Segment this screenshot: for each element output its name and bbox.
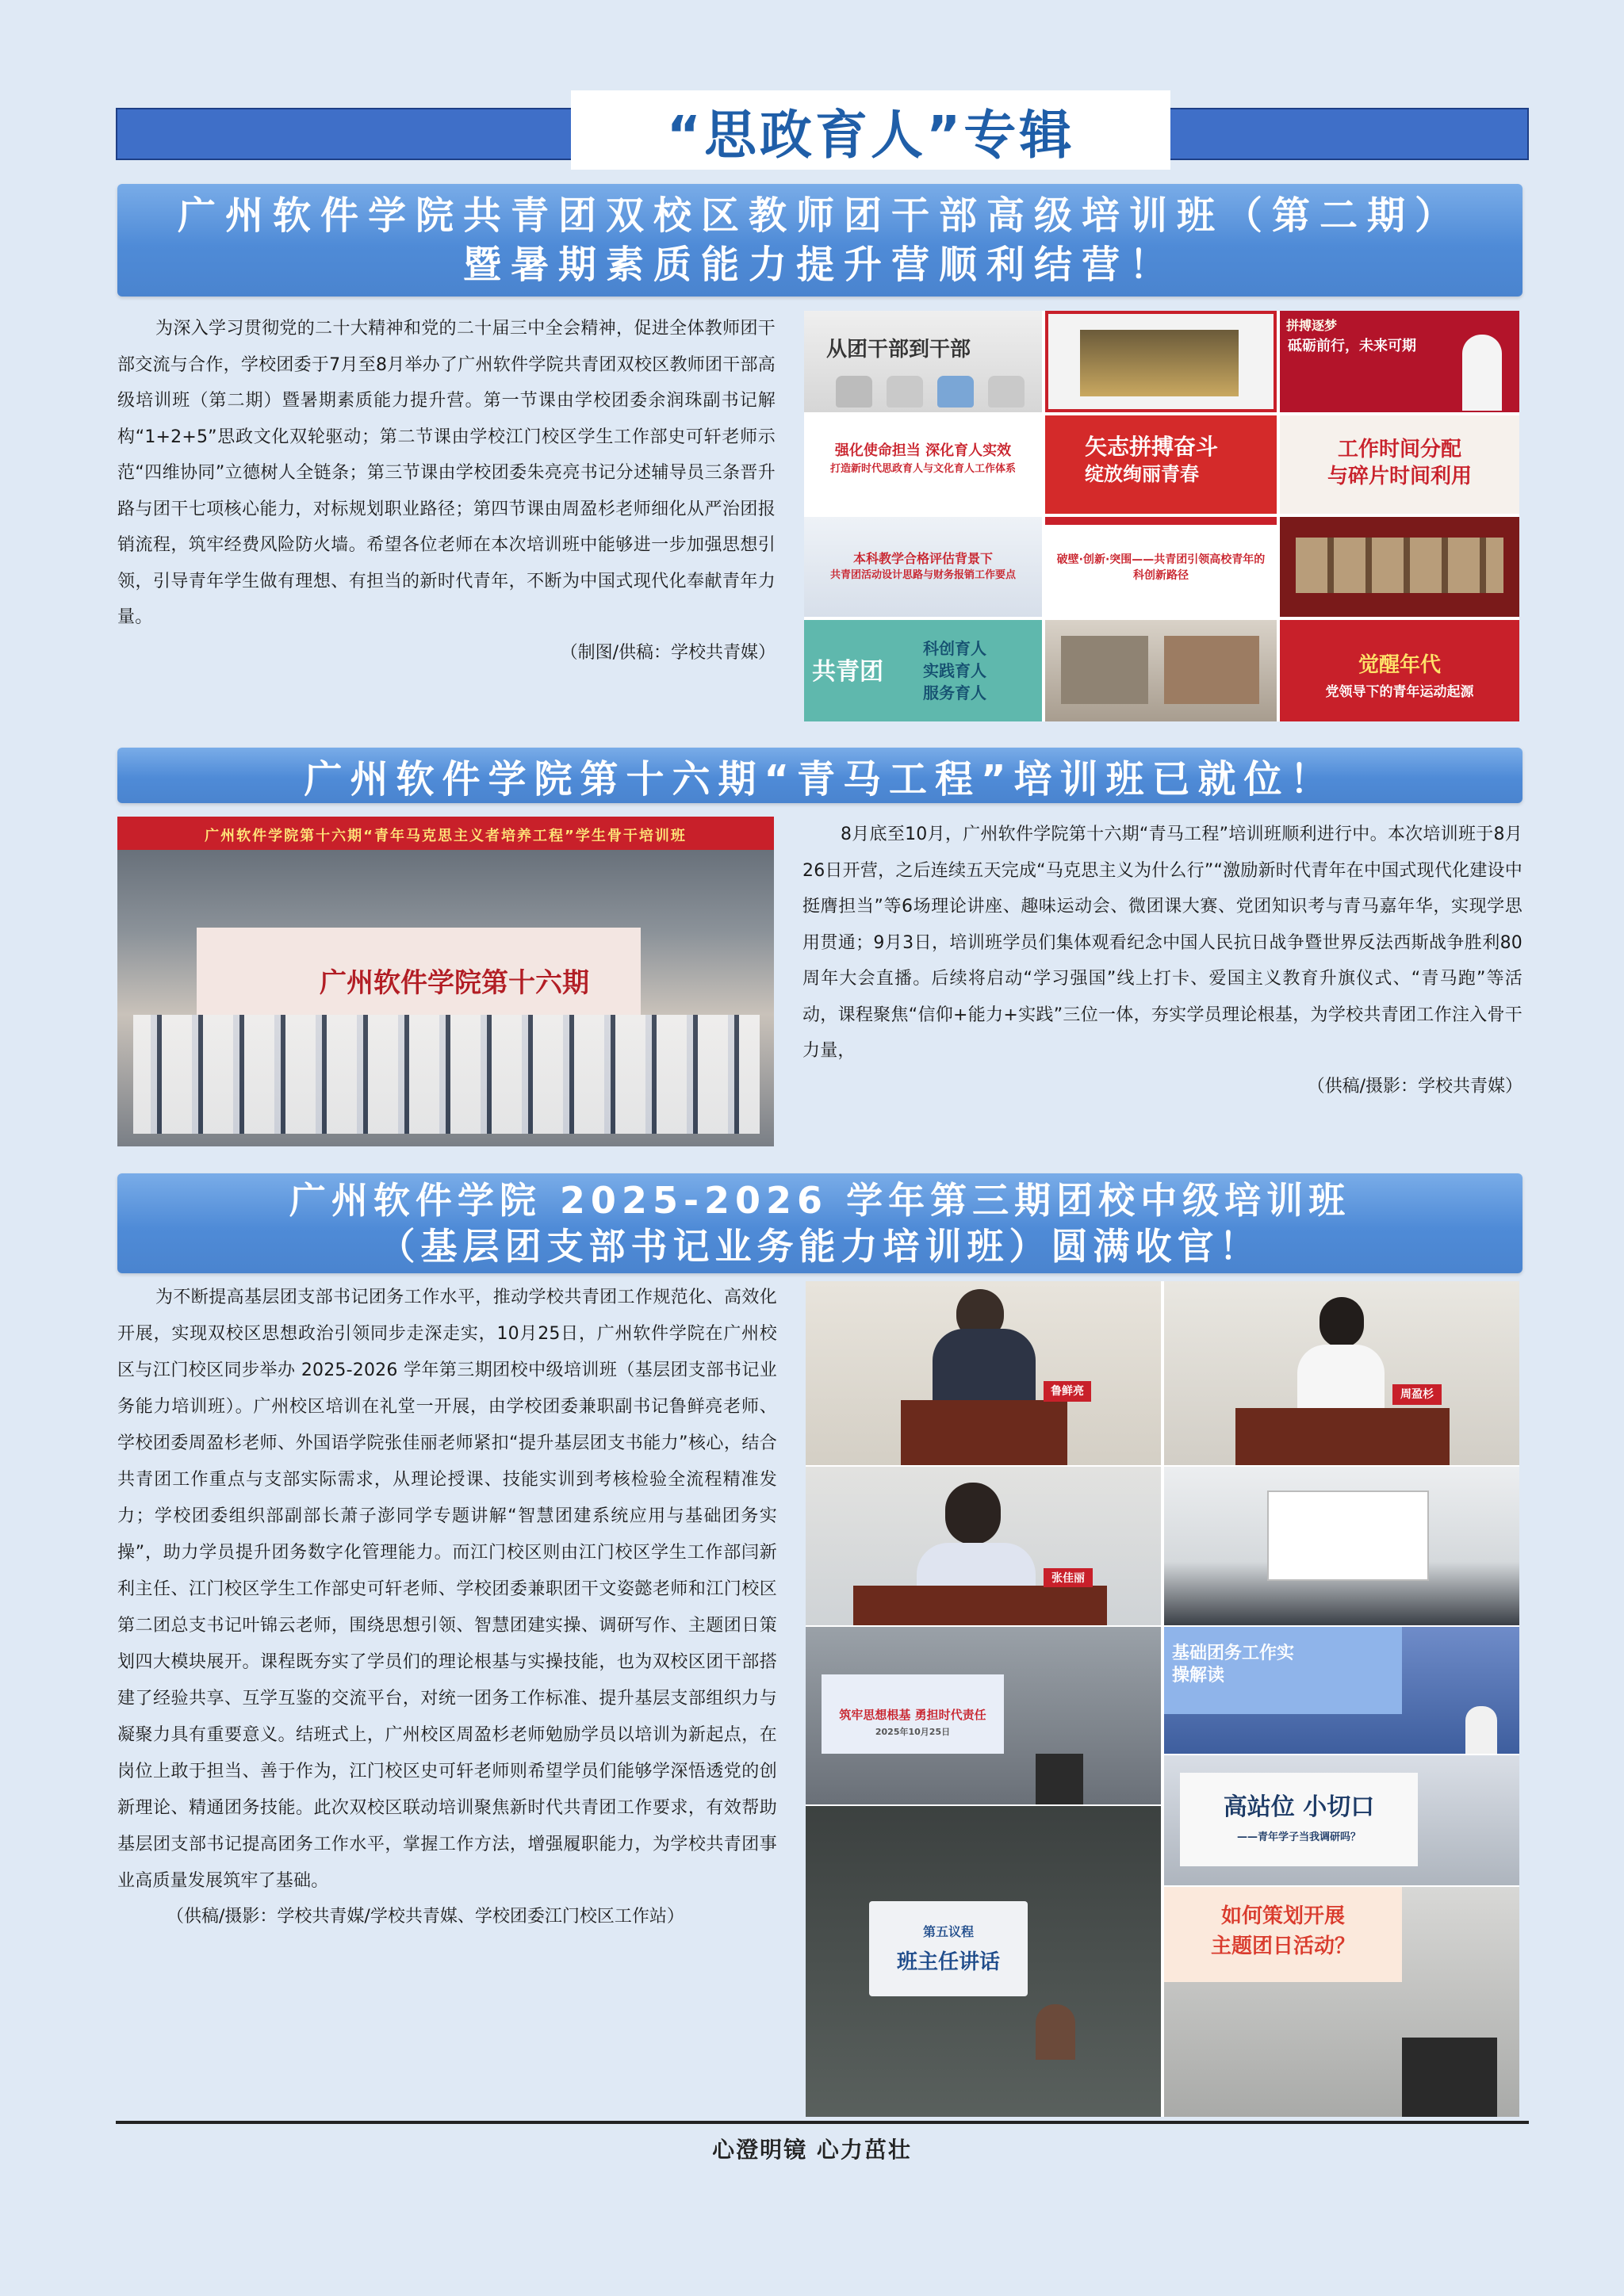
photo-speaker-2 [1164, 1281, 1519, 1465]
speaker-body [1297, 1345, 1385, 1408]
slide-speech-tag: 拼搏逐梦 [1286, 318, 1338, 333]
slide-awakening-sub: 党领导下的青年运动起源 [1325, 684, 1474, 700]
article3-headline-line1: 广州软件学院 2025-2026 学年第三期团校中级培训班 [289, 1179, 1351, 1222]
masthead-box [571, 90, 1170, 170]
photo-theme-day [1164, 1887, 1519, 2117]
name-tag-text: 张佳丽 [1051, 1572, 1085, 1585]
screen-text: 筑牢思想根基 勇担时代责任 [839, 1708, 986, 1722]
article3-headline-line2: （基层团支部书记业务能力培训班）圆满收官！ [378, 1225, 1262, 1268]
slide-evaluation-line2: 共青团活动设计思路与财务报销工作要点 [829, 569, 1016, 581]
screen-date: 2025年10月25日 [875, 1727, 951, 1737]
slide-time-line2: 与碎片时间利用 [1327, 465, 1472, 488]
article1-photo-collage [804, 311, 1519, 721]
lectern [1402, 2038, 1497, 2117]
article2-headline-text: 广州软件学院第十六期“青马工程”培训班已就位！ [304, 756, 1336, 802]
photo-speaker-1 [806, 1281, 1161, 1465]
chair-icon [836, 376, 872, 408]
photo-training [1164, 1627, 1519, 1754]
article1-headline [117, 184, 1522, 297]
article3-text [117, 1280, 777, 1934]
article1-headline-line2: 暨暑期素质能力提升营顺利结营！ [462, 243, 1177, 287]
slide-time [1280, 415, 1519, 514]
article3-credit: （供稿/摄影：学校共青媒/学校共青媒、学校团委江门校区工作站） [167, 1907, 684, 1927]
name-tag-text: 鲁鲜亮 [1051, 1385, 1084, 1398]
speaker-figure [1465, 1706, 1497, 1754]
podium [901, 1400, 1067, 1465]
podium [853, 1586, 1107, 1625]
article1-body: 为深入学习贯彻党的二十大精神和党的二十届三中全会精神，促进全体教师团干部交流与合作，学校团委于7月至8月举办了广州软件学院共青团双校区教师团干部高级培训班（第二期）暨暑期素质能力提升营。第一节课由学校团委余润珠副书记解构“1+2+5”思政文化双轮驱动；第二节课由学校江门校区学生工作部史可轩老师示范“四维协同”立德树人全链条；第三节课由学校团委朱亮亮书记分述辅导员三条晋升路与团干七项核心能力，对标规划职业路径；第四节课由周盈杉老师细化从严治团报销流程，筑牢经费风险防火墙。希望各位老师在本次培训班中能够进一步加强思想引领，引导青年学生做有理想、有担当的新时代青年，不断为中国式现代化奉献青年力量。 [117, 319, 776, 627]
article1-credit: （制图/供稿：学校共青媒） [560, 642, 776, 663]
photo-strip [1296, 538, 1503, 593]
slide-evaluation-line1: 本科教学合格评估背景下 [852, 551, 993, 566]
podium [1235, 1408, 1450, 1465]
footer-rule [116, 2121, 1529, 2124]
projector-screen [1267, 1490, 1429, 1581]
video-frame [1080, 330, 1239, 396]
slide-evaluation [804, 517, 1042, 617]
slide-mission-line1: 强化使命担当 深化育人实效 [834, 442, 1012, 459]
slide-photos [1045, 620, 1277, 721]
slide-mission [804, 415, 1042, 514]
slide-mission-line2: 打造新时代思政育人与文化育人工作体系 [829, 463, 1016, 475]
masthead-title: “思政育人”专辑 [666, 104, 1075, 166]
board-slide-line2: 班主任讲话 [896, 1950, 1000, 1974]
slide-skills-big: 共青团 [812, 658, 883, 686]
photo-stage [806, 1627, 1161, 1804]
lectern [1036, 1754, 1083, 1804]
slide-speech-line: 砥砺前行，未来可期 [1288, 338, 1416, 354]
slide-video [1045, 311, 1277, 412]
slide-skills [804, 620, 1042, 721]
slide-awakening-title: 觉醒年代 [1358, 653, 1441, 677]
article2-body: 8月底至10月，广州软件学院第十六期“青马工程”培训班顺利进行中。本次培训班于8月26日开营，之后连续五天完成“马克思主义为什么行”“激励新时代青年在中国式现代化建设中挺膺担当”等6场理论讲座、趣味运动会、微团课大赛、党团知识考与青马嘉年华，实现学思用贯通；9月3日，培训班学员们集体观看纪念中国人民抗日战争暨世界反法西斯战争胜利80周年大会直播。后续将启动“学习强国”线上打卡、爱国主义教育升旗仪式、“青马跑”等活动，课程聚焦“信仰+能力+实践”三位一体，夯实学员理论根基，为学校共青团工作注入骨干力量， [802, 825, 1522, 1061]
photo-thumb [1164, 636, 1259, 704]
speaker-figure [1462, 335, 1502, 411]
chair-icon [887, 376, 923, 408]
photo-lecture-hall [1164, 1467, 1519, 1625]
article3-photo-grid [806, 1281, 1519, 2117]
slide-youth-line1: 矢志拼搏奋斗 [1085, 434, 1219, 460]
slide-awakening [1280, 620, 1519, 721]
article1-text [117, 311, 776, 671]
students-crowd [133, 1015, 760, 1134]
slide-innovation-line: 破壁·创新·突围——共青团引领高校青年的科创新路径 [1056, 553, 1266, 582]
slide-youth [1045, 415, 1277, 514]
slide-gallery [1280, 517, 1519, 617]
chair-icon [988, 376, 1025, 408]
theme-slide-line2: 主题团日活动？ [1210, 1934, 1355, 1958]
photo-speaker-3 [806, 1467, 1161, 1625]
slide-skills-item: 服务育人 [923, 683, 986, 702]
slide-speech [1280, 311, 1519, 412]
slide-innovation [1045, 517, 1277, 617]
research-slide-line2: ——青年学子当我调研吗？ [1236, 1831, 1361, 1843]
photo-backdrop-text: 广州软件学院第十六期 [320, 967, 589, 999]
slide-youth-line2: 绽放绚丽青春 [1085, 463, 1199, 485]
chair-icon [937, 376, 974, 408]
article2-text [802, 817, 1522, 1104]
slide-cadre [804, 311, 1042, 412]
article3-body: 为不断提高基层团支部书记团务工作水平，推动学校共青团工作规范化、高效化开展，实现双校区思想政治引领同步走深走实，10月25日，广州软件学院在广州校区与江门校区同步举办 2025-2026 学年第三期团校中级培训班（基层团支部书记业务能力培训班）。广州校区培训在礼堂一开展，由学校团委兼职副书记鲁鲜亮老师、学校团委周盈杉老师、外国语学院张佳丽老师紧扣“提升基层团支书能力”核心，结合共青团工作重点与支部实际需求，从理论授课、技能实训到考核检验全流程精准发力；学校团委组织部副部长萧子澎同学专题讲解“智慧团建系统应用与基础团务实操”，助力学员提升团务数字化管理能力。而江门校区则由江门校区学生工作部闫新利主任、江门校区学生工作部史可轩老师、学校团委兼职团干文姿懿老师和江门校区第二团总支书记叶锦云老师，围绕思想引领、智慧团建实操、调研写作、主题团日策划四大模块展开。课程既夯实了学员们的理论根基与实操技能，也为双校区团干部搭建了经验共享、互学互鉴的交流平台，对统一团务工作标准、提升基层支部组织力与凝聚力具有重要意义。结班式上，广州校区周盈杉老师勉励学员以培训为新起点，在岗位上敢于担当、善于作为，江门校区史可轩老师则希望学员们能够学深悟透党的创新理论、精通团务技能。此次双校区联动培训聚焦新时代共青团工作要求，有效帮助基层团支部书记提高团务工作水平，掌握工作方法，增强履职能力，为学校共青团事业高质量发展筑牢了基础。 [117, 1288, 777, 1891]
photo-classroom [806, 1806, 1161, 2117]
slide-time-line1: 工作时间分配 [1337, 438, 1461, 461]
footer-motto: 心澄明镜 心力茁壮 [712, 2137, 912, 2163]
name-tag-text: 周盈杉 [1400, 1388, 1434, 1401]
photo-research [1164, 1755, 1519, 1885]
theme-slide-line1: 如何策划开展 [1220, 1904, 1345, 1928]
speaker-head [945, 1483, 1001, 1544]
slide-skills-item: 科创育人 [923, 639, 986, 658]
article1-headline-line1: 广州软件学院共青团双校区教师团干部高级培训班（第二期） [177, 193, 1462, 238]
photo-thumb [1061, 636, 1148, 704]
speaker-figure [1036, 2004, 1075, 2060]
training-screen-text: 基础团务工作实操解读 [1172, 1644, 1295, 1686]
article2-credit: （供稿/摄影：学校共青媒） [1307, 1076, 1522, 1096]
speaker-head [1320, 1297, 1364, 1348]
article2-group-photo [117, 817, 774, 1146]
slide-skills-item: 实践育人 [923, 661, 986, 680]
board-slide-line1: 第五议程 [922, 1924, 974, 1939]
research-slide-line1: 高站位 小切口 [1223, 1793, 1375, 1821]
article3-headline [117, 1173, 1522, 1273]
article2-headline [117, 748, 1522, 803]
photo-top-banner-text: 广州软件学院第十六期“青年马克思主义者培养工程”学生骨干培训班 [205, 828, 687, 844]
slide-cadre-title: 从团干部到干部 [826, 338, 971, 362]
